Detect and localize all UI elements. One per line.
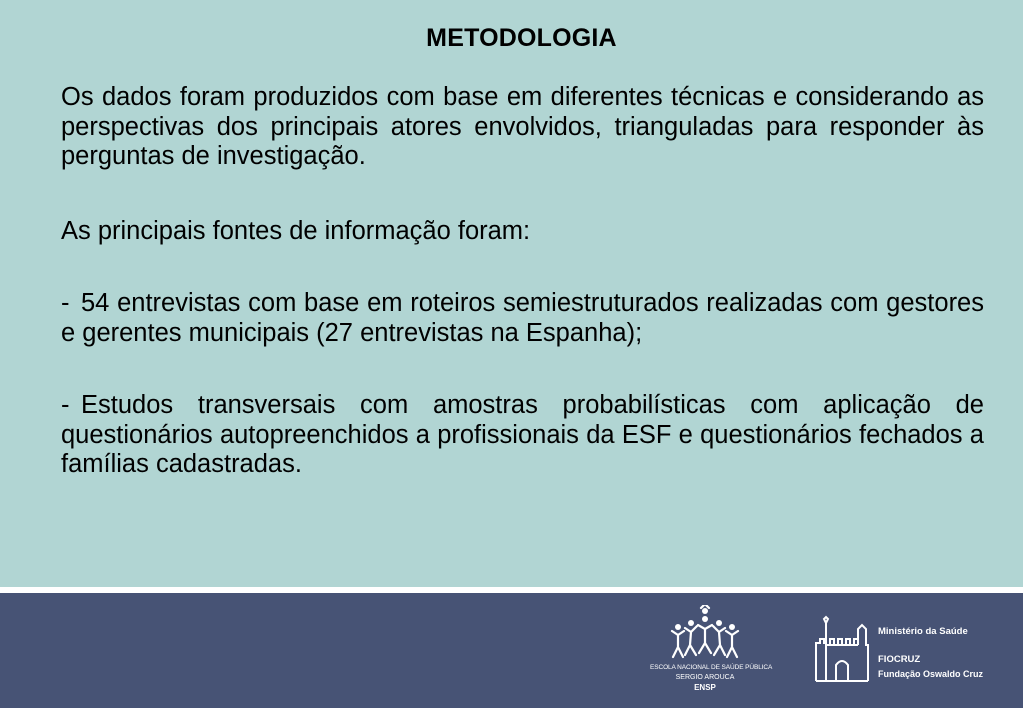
fiocruz-logo (812, 615, 1022, 695)
bullet-text: Estudos transversais com amostras probabilísticas com aplicação de questionários autopreenchidos a profissionais da ESF e questionários fechados a famílias cadastradas. (61, 391, 984, 478)
bullet-marker: - (61, 391, 70, 419)
bullet-item (61, 391, 984, 480)
ensp-school-subname: SERGIO AROUCA (675, 674, 735, 681)
paragraph-intro: Os dados foram produzidos com base em diferentes técnicas e considerando as perspectivas dos principais atores envolvidos, trianguladas para responder às perguntas de investigação. (61, 83, 984, 170)
fiocruz-full-name: Fundação Oswaldo Cruz (878, 669, 984, 679)
bullet-marker: - (61, 289, 70, 317)
castle-icon (812, 615, 872, 685)
fiocruz-name: FIOCRUZ (878, 654, 921, 665)
bullet-text: 54 entrevistas com base em roteiros semiestruturados realizadas com gestores e gerentes municipais (27 entrevistas na Espanha); (61, 289, 984, 347)
ensp-school-name: ESCOLA NACIONAL DE SAÚDE PÚBLICA (650, 664, 773, 671)
slide-title: METODOLOGIA (426, 24, 617, 52)
ensp-figures-icon (650, 605, 760, 663)
ministry-label: Ministério da Saúde (878, 626, 968, 637)
ensp-logo (650, 605, 773, 705)
paragraph-sources-heading: As principais fontes de informação foram: (61, 216, 531, 245)
footer-bar (0, 593, 1023, 708)
bullet-item (61, 289, 984, 348)
slide-content (61, 83, 984, 480)
ensp-acronym: ENSP (694, 683, 716, 692)
